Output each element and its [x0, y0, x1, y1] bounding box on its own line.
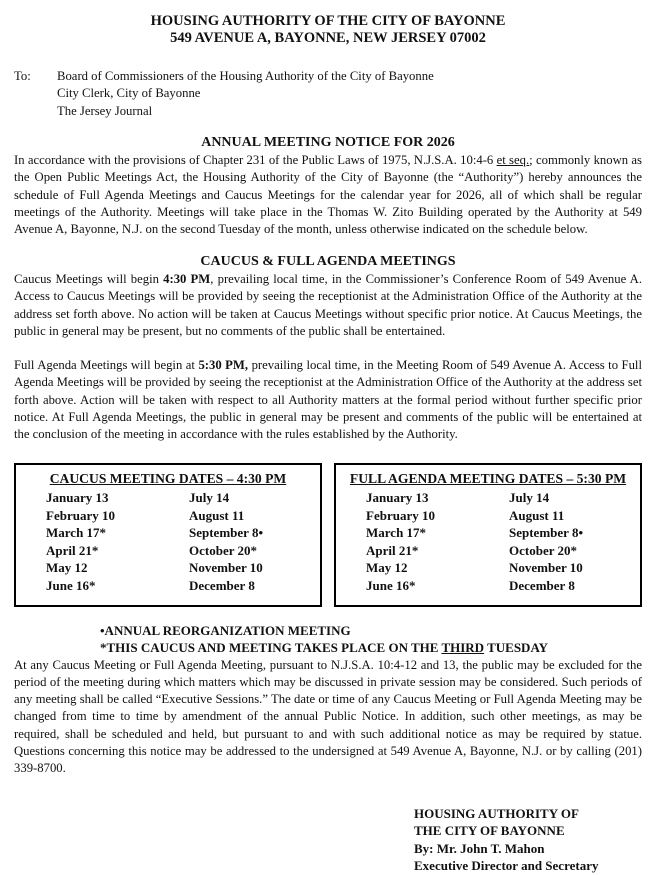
- signature-by-line: By: Mr. John T. Mahon: [414, 840, 545, 856]
- caucus-section-title: CAUCUS & FULL AGENDA MEETINGS: [200, 253, 456, 269]
- meeting-date: January 13: [366, 489, 429, 505]
- meeting-date: September 8•: [189, 525, 263, 541]
- meeting-date: March 17*: [366, 525, 427, 541]
- meeting-date: June 16*: [366, 577, 416, 593]
- meeting-date: October 20*: [509, 542, 577, 558]
- meeting-date: August 11: [189, 507, 245, 523]
- meeting-date: November 10: [189, 560, 263, 576]
- meeting-date: May 12: [366, 560, 408, 576]
- caucus-text-after: , prevailing local time, in the Commissioner’s Conference Room of 549 Avenue A. Access to Caucus Meetings will be provided by seeing the receptionist at the Administration Office of the Authority at the address set forth above. No action will be taken at Caucus Meetings without specific prior notice. At Caucus Meetings, the public in general may be present, but no comments of the public shall be entertained.: [14, 271, 642, 338]
- meeting-date: April 21*: [46, 542, 99, 558]
- recipient-line: Board of Commissioners of the Housing Authority of the City of Bayonne: [57, 69, 434, 83]
- meeting-date-tables: [14, 463, 642, 607]
- signature-title-line: Executive Director and Secretary: [414, 858, 599, 874]
- caucus-table-title: CAUCUS MEETING DATES – 4:30 PM: [49, 470, 287, 486]
- meeting-date: March 17*: [46, 525, 107, 541]
- meeting-date: December 8: [509, 577, 575, 593]
- third-underlined: THIRD: [441, 640, 485, 655]
- signature-org-line: THE CITY OF BAYONNE: [414, 823, 565, 839]
- full-agenda-time-bold: 5:30 PM,: [198, 358, 249, 373]
- recipient-list: [57, 68, 434, 120]
- signature-org-line: HOUSING AUTHORITY OF: [414, 805, 579, 821]
- annual-notice-title: ANNUAL MEETING NOTICE FOR 2026: [201, 134, 455, 150]
- intro-text-before: In accordance with the provisions of Chapter 231 of the Public Laws of 1975, N.J.S.A. 10:4-6: [14, 153, 497, 168]
- org-address: 549 AVENUE A, BAYONNE, NEW JERSEY 07002: [170, 30, 486, 46]
- meeting-date: June 16*: [46, 577, 96, 593]
- caucus-table-column-1: [46, 489, 189, 595]
- caucus-meeting-dates-table: [14, 463, 322, 607]
- meeting-date: April 21*: [366, 542, 419, 558]
- meeting-date: July 14: [509, 489, 550, 505]
- caucus-paragraph: [14, 271, 642, 340]
- meeting-date: July 14: [189, 489, 230, 505]
- caucus-text-before: Caucus Meetings will begin: [14, 271, 164, 286]
- meeting-date: February 10: [46, 507, 115, 523]
- meeting-date: January 13: [46, 489, 109, 505]
- meeting-date: October 20*: [189, 542, 257, 558]
- closing-paragraph: At any Caucus Meeting or Full Agenda Meeting, pursuant to N.J.S.A. 10:4-12 and 13, the public may be excluded for the period of the meeting during which matters which may be discussed in private session may be considered. Such periods of any meeting shall be called “Executive Sessions.” The date or time of any Caucus Meeting or Full Agenda Meeting may be changed from time to time by amendment of the annual Public Notice. In addition, such other meetings, as may be required, shall be scheduled and held, but pursuant to and with such additional notice as may be required by statue. Questions concerning this notice may be addressed to the undersigned at 549 Avenue A, Bayonne, N.J. or by calling (201) 339-8700.: [14, 657, 642, 776]
- recipient-line: The Jersey Journal: [57, 103, 153, 118]
- intro-paragraph: [14, 152, 642, 238]
- meeting-date: February 10: [366, 507, 435, 523]
- third-tuesday-text-before: *THIS CAUCUS AND MEETING TAKES PLACE ON THE: [100, 640, 442, 655]
- full-agenda-text-before: Full Agenda Meetings will begin at: [14, 358, 199, 373]
- signature-block: [414, 805, 642, 875]
- reorganization-footnote: •ANNUAL REORGANIZATION MEETING: [100, 622, 351, 638]
- recipients-block: [14, 68, 642, 120]
- intro-text-after: ; commonly known as the Open Public Meetings Act, the Housing Authority of the City of Bayonne (the “Authority”) hereby announces the schedule of Full Agenda Meetings and Caucus Meetings for the calendar year for 2026, all of which shall be regular meetings of the Authority. Meetings will take place in the Thomas W. Zito Building operated by the Authority at 549 Avenue A, Bayonne, N.J. on the second Tuesday of the month, unless otherwise indicated on the schedule below.: [14, 153, 642, 237]
- et-seq-underlined: et seq.: [496, 153, 530, 168]
- full-agenda-meeting-dates-table: [334, 463, 642, 607]
- full-agenda-table-column-1: [366, 489, 509, 595]
- third-tuesday-footnote: [100, 639, 642, 657]
- meeting-date: August 11: [509, 507, 565, 523]
- full-agenda-paragraph: [14, 357, 642, 443]
- table-footnotes: [100, 622, 642, 657]
- meeting-date: December 8: [189, 577, 255, 593]
- meeting-date: November 10: [509, 560, 583, 576]
- meeting-date: September 8•: [509, 525, 583, 541]
- full-agenda-text-after: prevailing local time, in the Meeting Room of 549 Avenue A. Access to Full Agenda Meetings will be provided by seeing the receptionist at the Administration Office of the Authority at the address set forth above. Action will be taken with respect to all Authority matters at the formal period without further specific prior notice. At Full Agenda Meetings, the public in general may be present and comments of the public will be entertained at the conclusion of the meeting in accordance with the rules established by the Authority.: [14, 358, 642, 442]
- full-agenda-table-column-2: [509, 489, 583, 595]
- third-tuesday-text-after: TUESDAY: [484, 640, 549, 655]
- org-name: HOUSING AUTHORITY OF THE CITY OF BAYONNE: [150, 13, 506, 29]
- caucus-time-bold: 4:30 PM: [163, 271, 211, 286]
- to-label: To:: [14, 69, 31, 83]
- full-agenda-table-title: FULL AGENDA MEETING DATES – 5:30 PM: [349, 470, 627, 486]
- recipient-line: City Clerk, City of Bayonne: [57, 86, 201, 101]
- caucus-table-column-2: [189, 489, 263, 595]
- meeting-date: May 12: [46, 560, 88, 576]
